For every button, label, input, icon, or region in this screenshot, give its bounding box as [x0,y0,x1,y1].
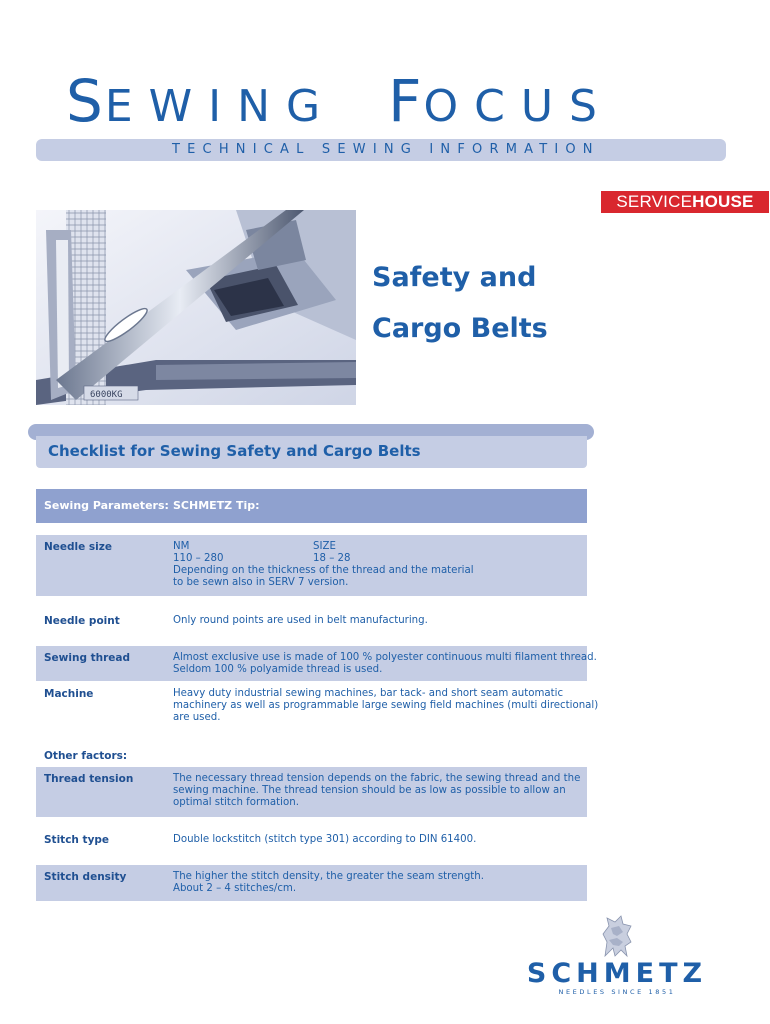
row-text-line: Only round points are used in belt manufacturing. [173,615,428,626]
nm-header: NM [173,541,190,552]
row-machine [36,682,599,732]
row-text-line: sewing machine. The thread tension should be as low as possible to allow an [173,785,566,796]
row-label: Thread tension [44,773,134,785]
title-word-focus [388,67,613,135]
row-label: Machine [44,688,94,700]
checklist-title: Checklist for Sewing Safety and Cargo Belts [48,442,421,460]
servicehouse-badge [601,191,769,213]
badge-house-text: HOUSE [692,192,754,211]
row-label: Needle size [44,541,113,553]
table-header [36,489,587,523]
row-label: Stitch density [44,871,127,883]
row-text-line: machinery as well as programmable large sewing field machines (multi directional) [173,700,599,711]
row-label: Stitch type [44,834,110,846]
photo-label: 6000KG [90,390,123,400]
size-value: 18 – 28 [313,553,351,564]
row-text-line: Almost exclusive use is made of 100 % polyester continuous multi filament thread. [173,652,597,663]
hero-title-line2: Cargo Belts [372,313,548,344]
row-stitch-type [36,828,587,854]
col-header-tip: SCHMETZ Tip: [173,499,260,512]
row-text-line: are used. [173,712,221,723]
row-content [173,871,583,895]
brand-title [66,67,726,135]
row-text-line: to be sewn also in SERV 7 version. [173,577,349,588]
row-content [173,615,583,627]
row-text-line: Depending on the thickness of the thread and the material [173,565,474,576]
row-content [173,834,583,846]
hero-photo [36,210,356,405]
checklist-heading-band [36,436,587,468]
subtitle-bar [36,139,726,161]
row-content [173,541,583,589]
title-rest-ewing: EWING [104,81,337,132]
nm-value: 110 – 280 [173,553,224,564]
row-label: Needle point [44,615,120,627]
row-text-line: About 2 – 4 stitches/cm. [173,883,297,894]
size-header: SIZE [313,541,336,552]
hero-title-line1: Safety and [372,262,537,293]
title-rest-ocus: OCUS [423,81,613,132]
row-text-line: optimal stitch formation. [173,797,299,808]
title-initial-f: F [388,67,424,135]
row-text-line: The necessary thread tension depends on the fabric, the sewing thread and the [173,773,581,784]
row-text-line: Seldom 100 % polyamide thread is used. [173,664,383,675]
row-sewing-thread [36,646,597,681]
schmetz-logo: SCHMETZ [526,958,708,989]
row-text-line: Double lockstitch (stitch type 301) according to DIN 61400. [173,834,477,845]
sewing-needle-belt-illustration [36,210,356,405]
row-stitch-density [36,865,587,901]
other-factors-heading: Other factors: [44,750,128,762]
lion-crest-icon [593,912,641,960]
row-content [173,688,599,724]
badge-service-text: SERVICE [616,192,693,211]
subtitle: TECHNICAL SEWING INFORMATION [172,142,600,157]
title-word-sewing [66,67,337,135]
hero-title [372,252,672,354]
col-header-parameters: Sewing Parameters: [44,499,169,512]
title-initial-s: S [66,67,105,135]
row-needle-point [36,609,587,636]
row-content [173,652,597,676]
row-thread-tension [36,767,587,817]
schmetz-tagline: NEEDLES SINCE 1851 [558,988,676,996]
row-text-line: The higher the stitch density, the greater the seam strength. [173,871,484,882]
row-needle-size [36,535,587,596]
row-content [173,773,583,809]
row-text-line: Heavy duty industrial sewing machines, bar tack- and short seam automatic [173,688,564,699]
row-label: Sewing thread [44,652,131,664]
